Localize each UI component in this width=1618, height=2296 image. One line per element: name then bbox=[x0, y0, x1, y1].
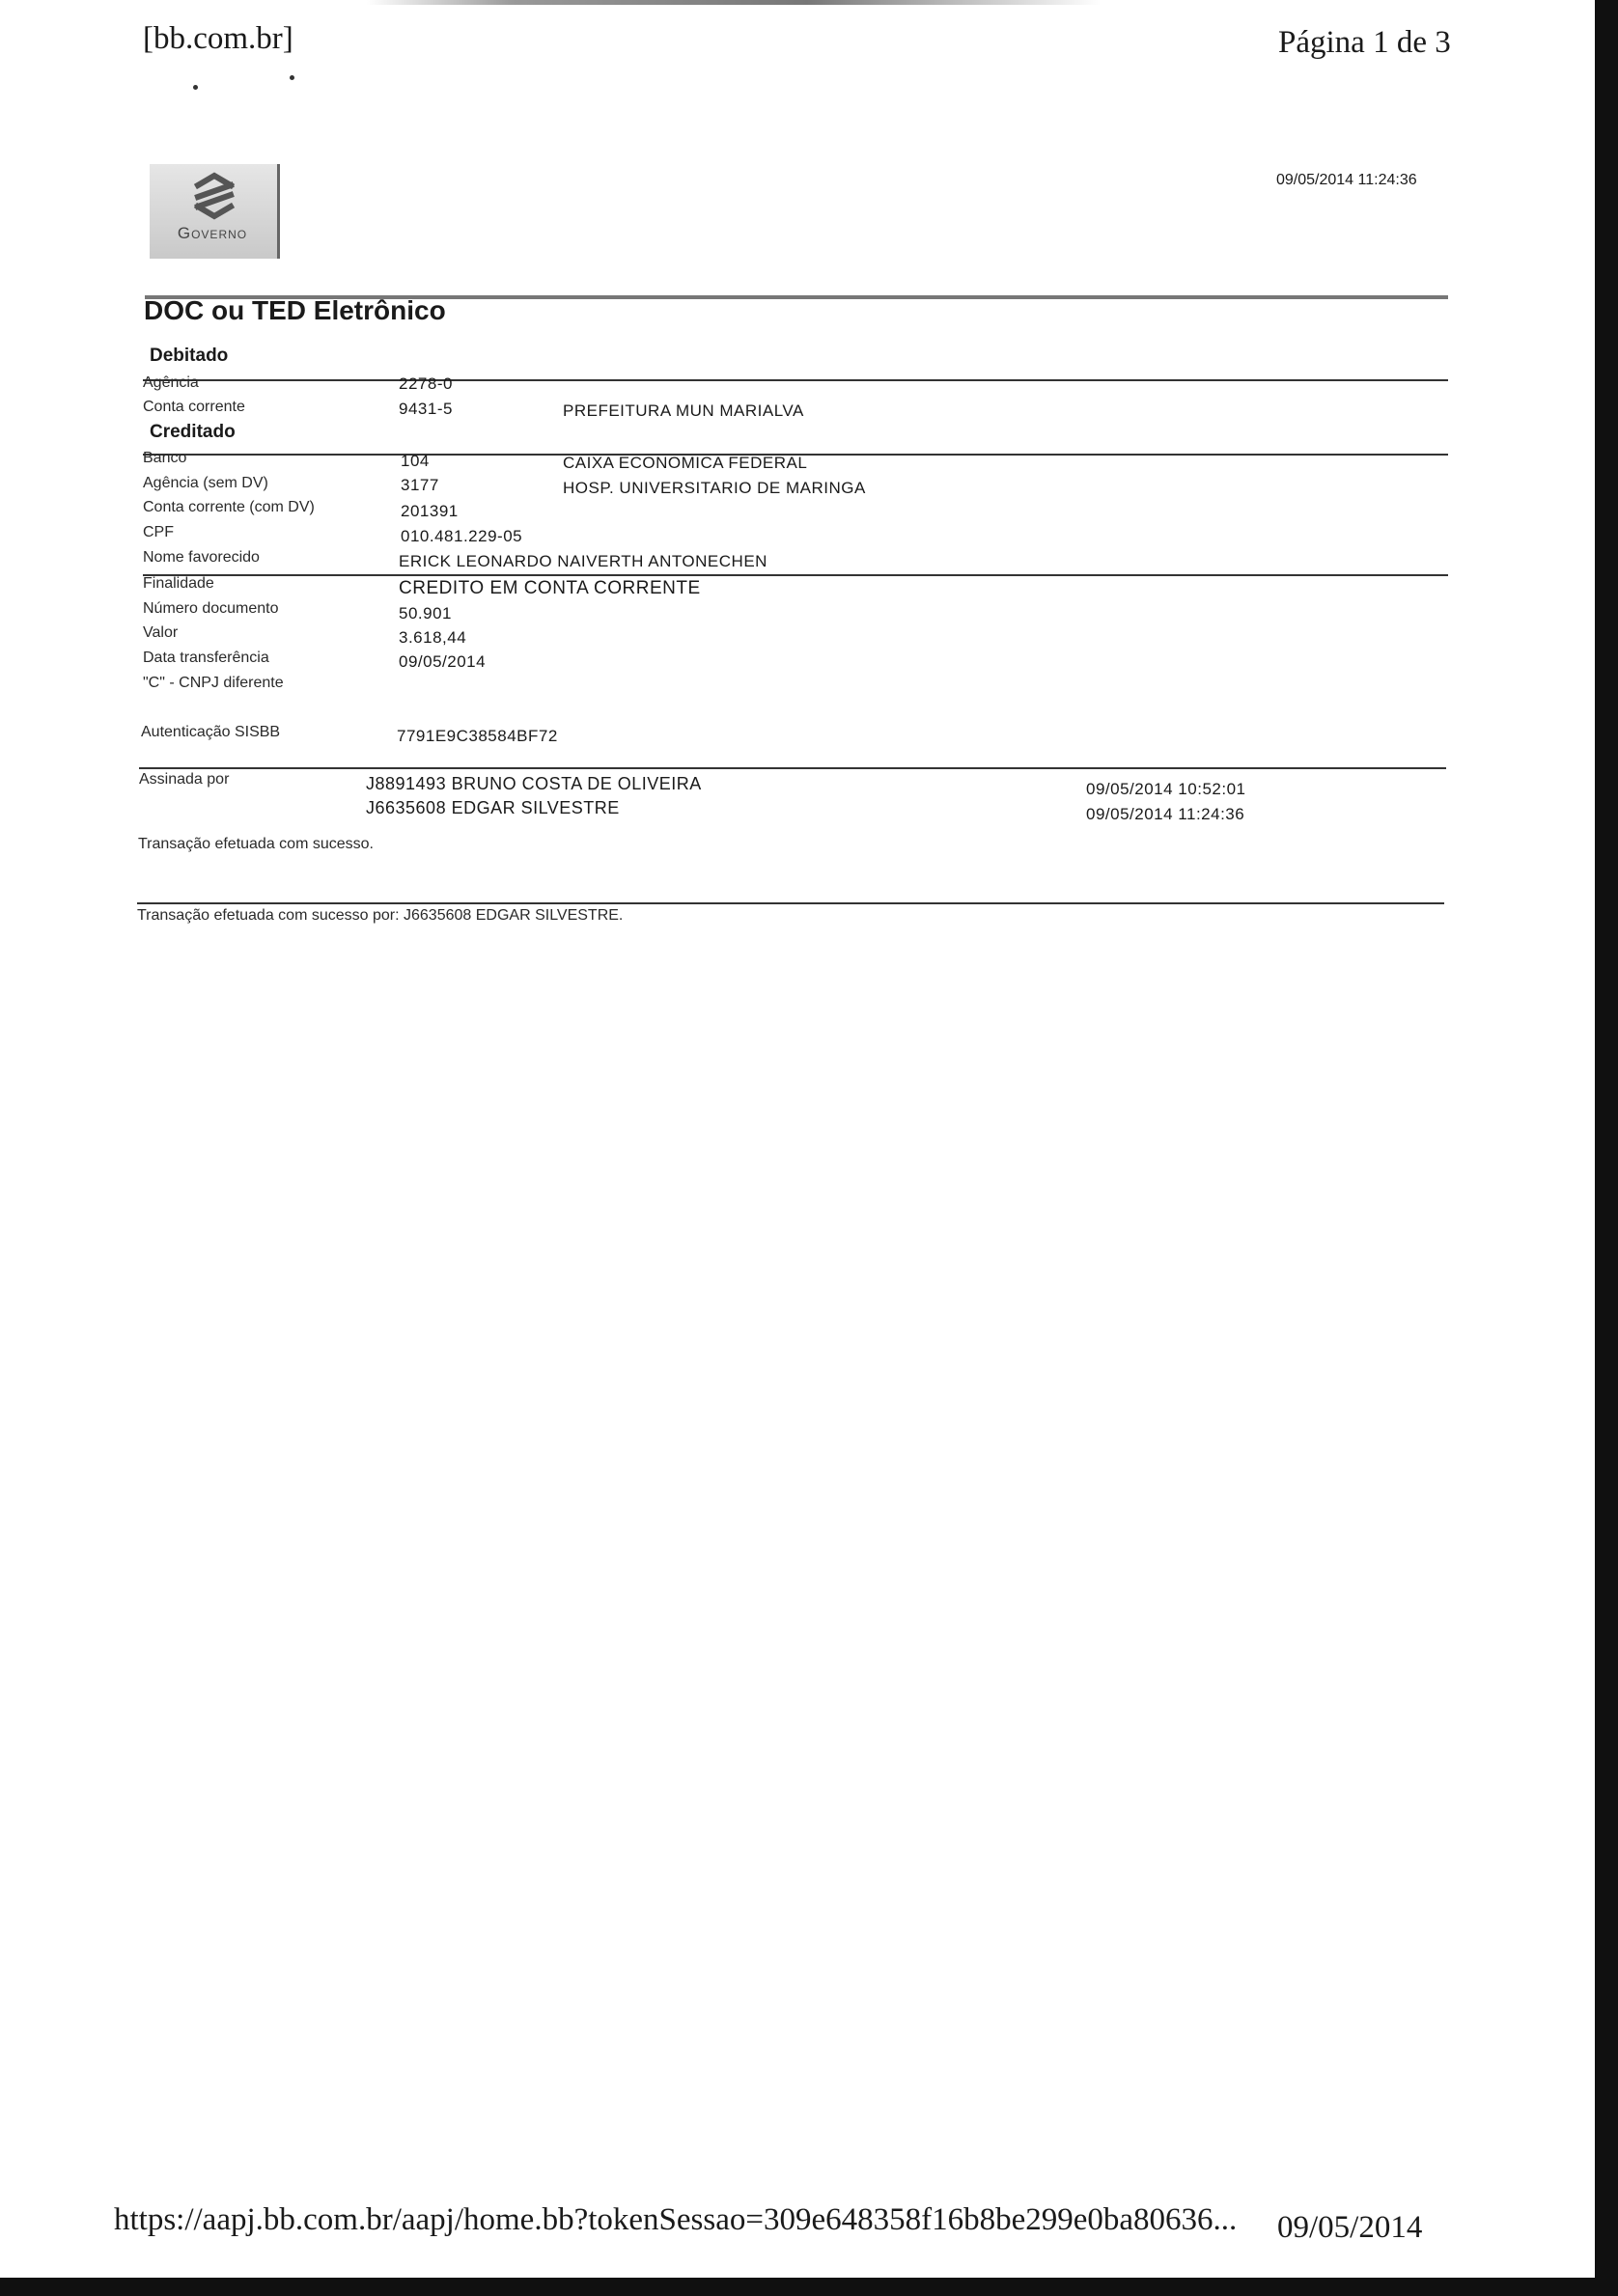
creditado-banco-label: Banco bbox=[143, 450, 187, 466]
banco-do-brasil-logo-icon bbox=[192, 172, 237, 220]
creditado-conta-value: 201391 bbox=[401, 502, 459, 520]
creditado-favorecido-value: ERICK LEONARDO NAIVERTH ANTONECHEN bbox=[399, 552, 767, 570]
report-timestamp: 09/05/2014 11:24:36 bbox=[1276, 172, 1417, 188]
footer-date: 09/05/2014 bbox=[1277, 2210, 1423, 2245]
data-transferencia-label: Data transferência bbox=[143, 650, 269, 666]
signer-name: J8891493 BRUNO COSTA DE OLIVEIRA bbox=[366, 774, 702, 793]
creditado-agencia-value: 3177 bbox=[401, 476, 439, 494]
section-creditado: Creditado bbox=[150, 422, 236, 442]
scan-border-bottom bbox=[0, 2278, 1618, 2296]
creditado-cpf-label: CPF bbox=[143, 524, 174, 540]
debitado-agencia-label: Agência bbox=[143, 374, 199, 391]
scan-speck bbox=[193, 85, 198, 90]
creditado-agencia-label: Agência (sem DV) bbox=[143, 475, 268, 491]
autenticacao-value: 7791E9C38584BF72 bbox=[397, 727, 558, 745]
assinada-por-label: Assinada por bbox=[139, 771, 230, 788]
logo-text: Governo bbox=[177, 224, 248, 242]
divider bbox=[143, 379, 1448, 381]
numero-documento-value: 50.901 bbox=[399, 604, 452, 622]
creditado-favorecido-label: Nome favorecido bbox=[143, 549, 260, 566]
browser-page-number: Página 1 de 3 bbox=[1278, 25, 1451, 60]
divider bbox=[143, 574, 1448, 576]
transaction-status: Transação efetuada com sucesso. bbox=[138, 836, 374, 852]
numero-documento-label: Número documento bbox=[143, 600, 279, 617]
cnpj-note: "C" - CNPJ diferente bbox=[143, 675, 284, 691]
creditado-conta-label: Conta corrente (com DV) bbox=[143, 499, 315, 515]
scan-speck bbox=[290, 75, 294, 80]
creditado-agencia-nome: HOSP. UNIVERSITARIO DE MARINGA bbox=[563, 479, 866, 497]
governo-logo bbox=[150, 164, 280, 259]
debitado-conta-label: Conta corrente bbox=[143, 399, 245, 415]
autenticacao-label: Autenticação SISBB bbox=[141, 724, 281, 740]
signer-name: J6635608 EDGAR SILVESTRE bbox=[366, 798, 620, 817]
creditado-banco-value: 104 bbox=[401, 452, 430, 470]
creditado-banco-nome: CAIXA ECONOMICA FEDERAL bbox=[563, 454, 808, 472]
scan-artifact bbox=[367, 0, 1101, 5]
creditado-cpf-value: 010.481.229-05 bbox=[401, 527, 523, 545]
divider bbox=[139, 767, 1446, 769]
debitado-agencia-value: 2278-0 bbox=[399, 374, 453, 393]
scan-border-right bbox=[1595, 0, 1618, 2296]
footer-url: https://aapj.bb.com.br/aapj/home.bb?tokenSessao=309e648358f16b8be299e0ba80636... bbox=[114, 2202, 1238, 2237]
valor-value: 3.618,44 bbox=[399, 628, 467, 647]
finalidade-value: CREDITO EM CONTA CORRENTE bbox=[399, 578, 701, 598]
finalidade-label: Finalidade bbox=[143, 575, 214, 592]
divider bbox=[137, 902, 1444, 904]
signer-datetime: 09/05/2014 10:52:01 bbox=[1086, 780, 1246, 798]
page-title: DOC ou TED Eletrônico bbox=[144, 295, 446, 325]
data-transferencia-value: 09/05/2014 bbox=[399, 652, 487, 671]
debitado-conta-value: 9431-5 bbox=[399, 400, 453, 418]
debitado-conta-nome: PREFEITURA MUN MARIALVA bbox=[563, 401, 804, 420]
browser-header-site: [bb.com.br] bbox=[143, 21, 293, 56]
section-debitado: Debitado bbox=[150, 346, 229, 366]
footer-status: Transação efetuada com sucesso por: J6635608 EDGAR SILVESTRE. bbox=[137, 907, 624, 924]
signer-datetime: 09/05/2014 11:24:36 bbox=[1086, 805, 1245, 823]
valor-label: Valor bbox=[143, 624, 179, 641]
